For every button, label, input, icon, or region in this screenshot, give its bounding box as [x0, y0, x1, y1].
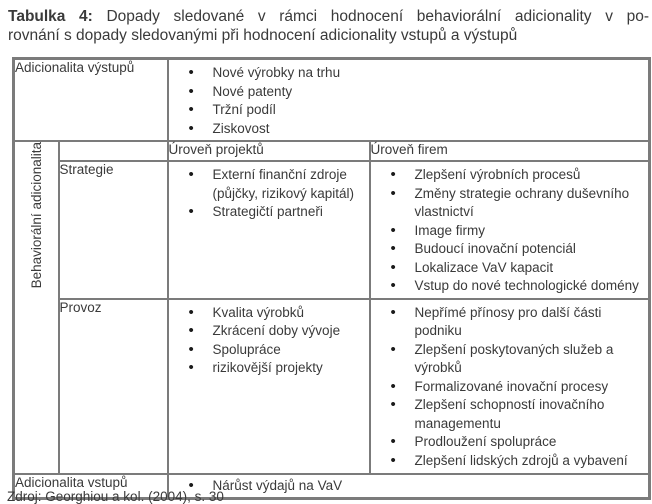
- strategy-projects-cell: [168, 161, 370, 299]
- bullet-item: • Lokalizace VaV kapacit: [389, 259, 643, 278]
- additionality-table: [12, 57, 651, 500]
- bullet-item: • Spolupráce: [187, 341, 363, 360]
- bullet-item: • Zkrácení doby vývoje: [187, 322, 363, 341]
- caption-line-2: rovnání s dopady sledovanými při hodnocení adicionality vstupů a výstupů: [8, 27, 518, 44]
- bullet-item: • Externí finanční zdroje (půjčky, rizikový kapitál): [187, 166, 363, 203]
- row-level-headers: [14, 141, 650, 161]
- source-citation: Zdroj: Georghiou a kol. (2004), s. 30: [7, 489, 224, 504]
- behavioral-additionality-cell: [14, 141, 59, 474]
- bullet-item: • Ziskovost: [187, 120, 643, 139]
- operation-firms-list: [371, 300, 649, 473]
- bullet-item: • Vstup do nové technologické domény: [389, 277, 643, 296]
- strategy-firms-list: [371, 162, 649, 298]
- strategy-projects-list: [169, 162, 369, 224]
- bullet-item: • Nárůst výdajů na VaV: [187, 477, 643, 496]
- output-additionality-label: Adicionalita výstupů: [14, 59, 168, 142]
- input-additionality-items-cell: [168, 474, 650, 499]
- bullet-item: • Strategičtí partneři: [187, 203, 363, 222]
- strategy-firms-cell: [370, 161, 650, 299]
- project-level-header: Úroveň projektů: [168, 141, 370, 161]
- empty-subheader-cell: [59, 141, 168, 161]
- bullet-item: • Zlepšení výrobních procesů: [389, 166, 643, 185]
- operation-projects-list: [169, 300, 369, 380]
- row-operation: [14, 299, 650, 474]
- caption-line-1: [8, 7, 649, 26]
- bullet-item: • Budoucí inovační potenciál: [389, 240, 643, 259]
- bullet-item: • Kvalita výrobků: [187, 304, 363, 323]
- row-strategy: [14, 161, 650, 299]
- output-additionality-list: [169, 60, 649, 140]
- firm-level-header: Úroveň firem: [370, 141, 650, 161]
- bullet-item: • Zlepšení poskytovaných služeb a výrobků: [389, 341, 643, 378]
- caption-table-number: Tabulka 4:: [8, 8, 93, 25]
- table-caption: [8, 7, 649, 45]
- bullet-item: • Image firmy: [389, 222, 643, 241]
- bullet-item: • Zlepšení lidských zdrojů a vybavení: [389, 452, 643, 471]
- bullet-item: • Tržní podíl: [187, 101, 643, 120]
- bullet-item: • rizikovější projekty: [187, 359, 363, 378]
- caption-text-line1: Dopady sledované v rámci hodnocení behaviorální adicionality v po-: [106, 8, 649, 25]
- operation-firms-cell: [370, 299, 650, 474]
- bullet-item: • Nepřímé přínosy pro další části podniku: [389, 304, 643, 341]
- row-output-additionality: [14, 59, 650, 142]
- operation-projects-cell: [168, 299, 370, 474]
- input-additionality-list: [169, 475, 649, 498]
- bullet-item: • Nové patenty: [187, 83, 643, 102]
- bullet-item: • Nové výrobky na trhu: [187, 64, 643, 83]
- bullet-item: • Prodloužení spolupráce: [389, 433, 643, 452]
- strategy-label: Strategie: [59, 161, 168, 299]
- input-additionality-label: Adicionalita vstupů: [14, 474, 168, 499]
- bullet-item: • Změny strategie ochrany duševního vlastnictví: [389, 185, 643, 222]
- operation-label: Provoz: [59, 299, 168, 474]
- bullet-item: • Zlepšení schopností inovačního managementu: [389, 396, 643, 433]
- bullet-item: • Formalizované inovační procesy: [389, 378, 643, 397]
- output-additionality-items-cell: [168, 59, 650, 142]
- behavioral-additionality-label: Behaviorální adicionalita: [28, 142, 44, 289]
